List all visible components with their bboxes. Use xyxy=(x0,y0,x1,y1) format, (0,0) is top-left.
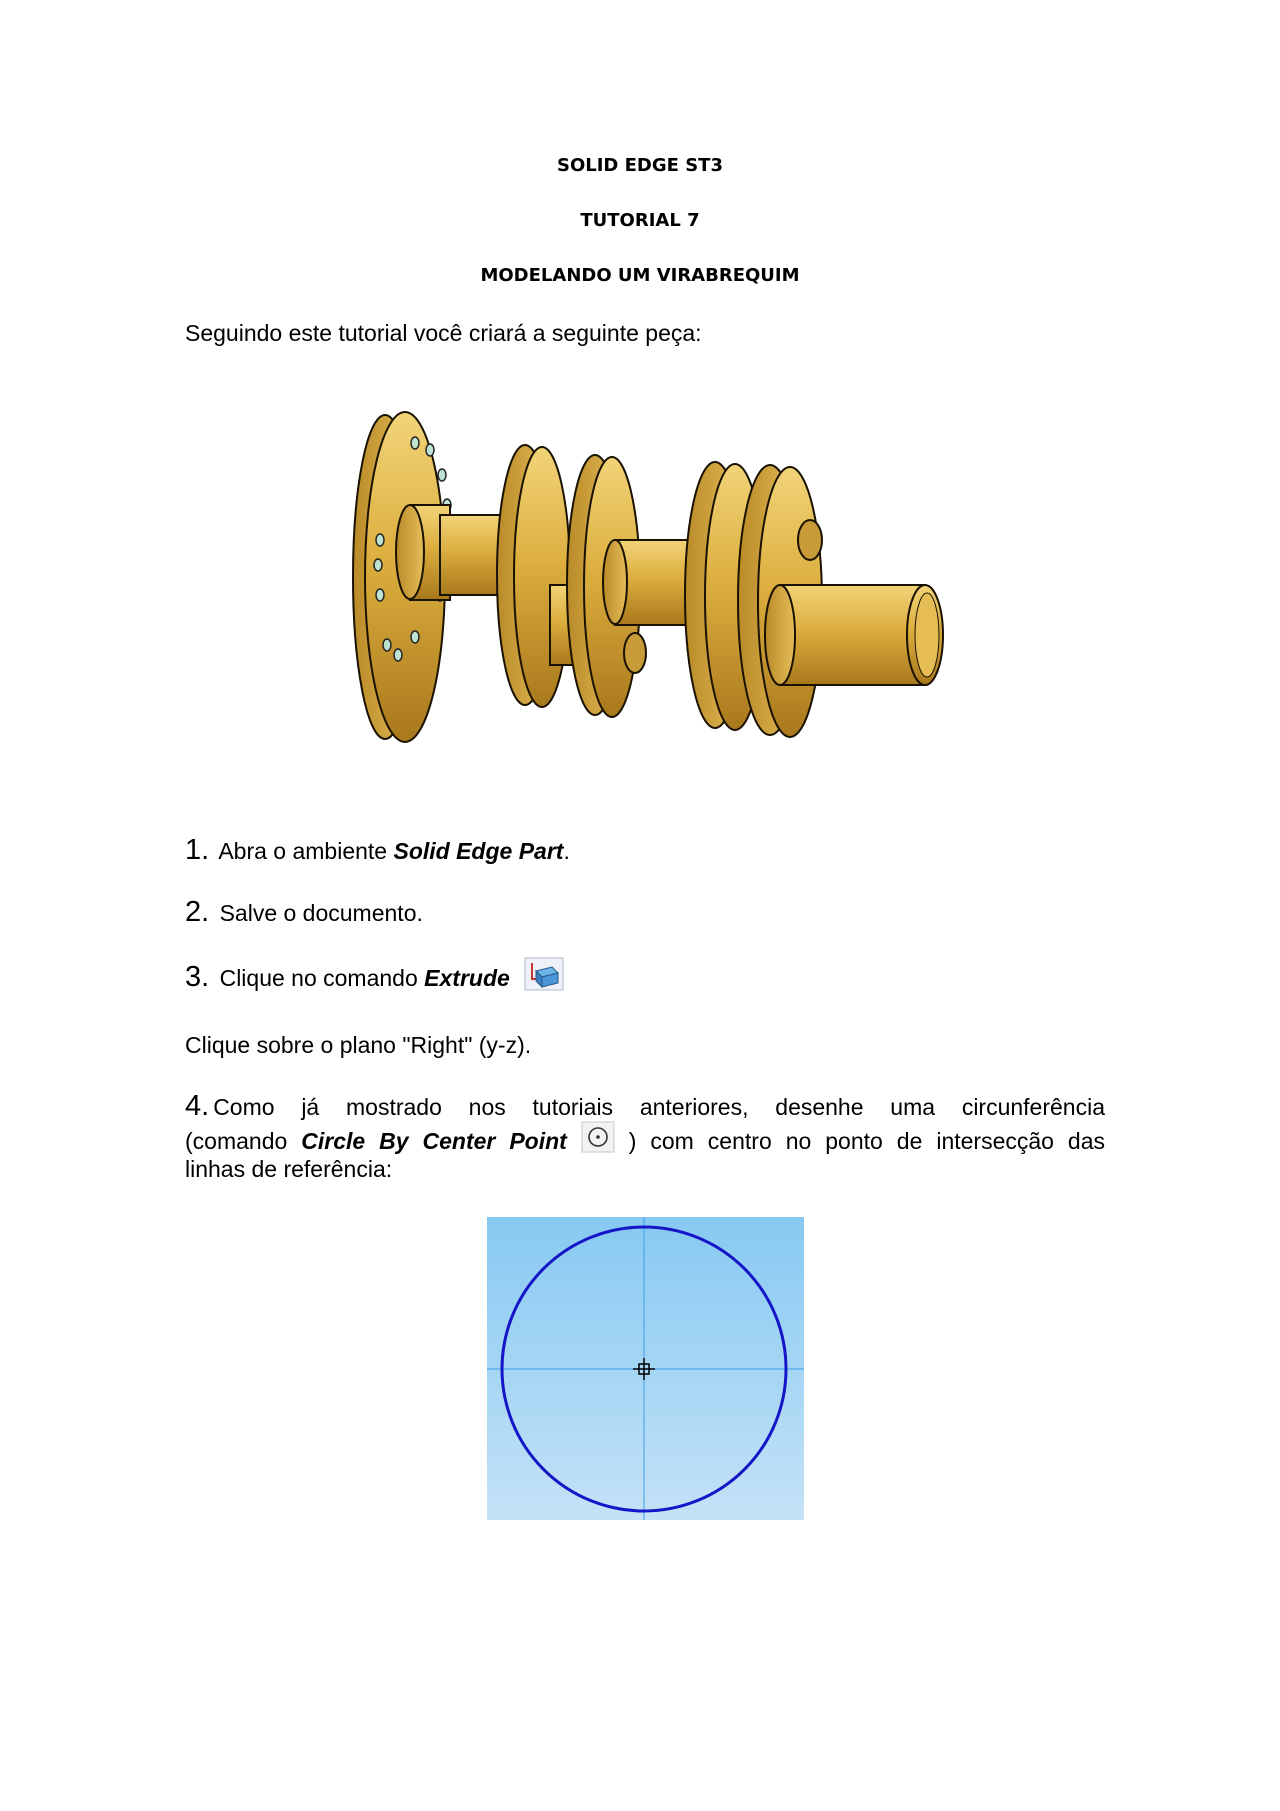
step-2-text: Salve o documento. xyxy=(219,900,423,926)
step-4-line-3: linhas de referência: xyxy=(185,1156,393,1182)
circle-sketch-figure xyxy=(487,1217,804,1520)
step-1 xyxy=(185,835,570,866)
step-2 xyxy=(185,897,423,928)
step-4-post: ) com centro no ponto de intersecção das xyxy=(628,1128,1105,1154)
title-subject: MODELANDO UM VIRABREQUIM xyxy=(480,265,800,286)
step-3 xyxy=(185,962,564,993)
step-4-line-1 xyxy=(185,1091,1105,1122)
step-4-number: 4. xyxy=(185,1090,210,1122)
step-4-command: Circle By Center Point xyxy=(301,1128,567,1154)
step-4-line-2 xyxy=(185,1126,1105,1156)
step-3-text: Clique no comando xyxy=(219,965,425,991)
crankshaft-figure xyxy=(330,405,950,765)
step-1-command: Solid Edge Part xyxy=(393,838,564,864)
step-4-pre: (comando xyxy=(185,1128,302,1154)
extrude-icon xyxy=(524,957,564,991)
title-product: SOLID EDGE ST3 xyxy=(557,155,723,176)
step-1-text: Abra o ambiente xyxy=(218,838,394,864)
step-3-number: 3. xyxy=(185,961,210,993)
step-3-command: Extrude xyxy=(424,965,510,991)
step-4 xyxy=(185,1091,1105,1182)
step-2-number: 2. xyxy=(185,896,210,928)
step-4-text-1: Como já mostrado nos tutoriais anteriores, desenhe uma circunferência xyxy=(213,1094,1105,1120)
step-1-number: 1. xyxy=(185,834,210,866)
title-tutorial: TUTORIAL 7 xyxy=(580,210,700,231)
step-3-note: Clique sobre o plano "Right" (y-z). xyxy=(185,1032,532,1058)
circle-center-point-icon xyxy=(581,1121,615,1153)
step-1-end: . xyxy=(563,838,570,864)
intro-text: Seguindo este tutorial você criará a seguinte peça: xyxy=(185,320,702,346)
